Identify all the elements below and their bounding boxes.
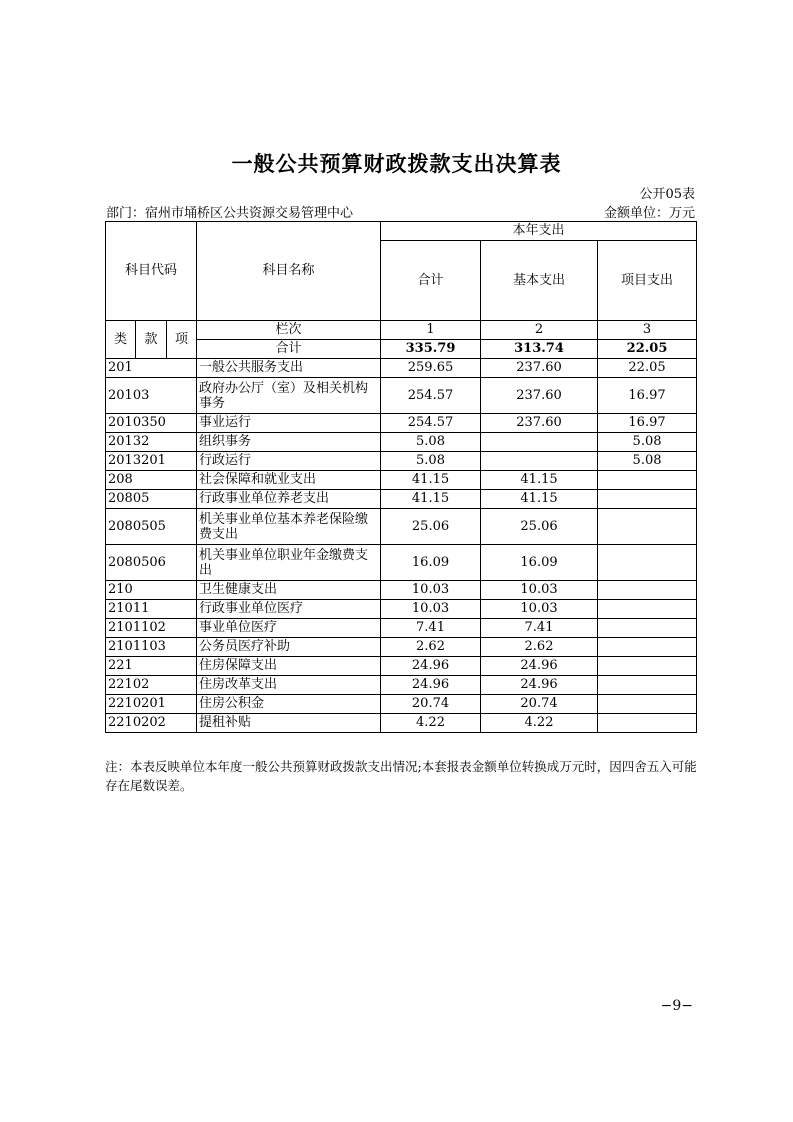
header-total: 合计 bbox=[381, 241, 481, 321]
row-basic bbox=[481, 433, 598, 452]
row-project bbox=[598, 695, 697, 714]
header-col-3: 3 bbox=[598, 321, 697, 340]
row-code: 20103 bbox=[106, 378, 197, 414]
row-name: 行政运行 bbox=[197, 452, 381, 471]
table-row bbox=[106, 714, 697, 733]
totals-label: 合计 bbox=[197, 340, 381, 359]
department-label: 部门：宿州市埇桥区公共资源交易管理中心 bbox=[106, 206, 354, 221]
row-code: 2080505 bbox=[106, 509, 197, 545]
row-code: 2210202 bbox=[106, 714, 197, 733]
row-basic: 41.15 bbox=[481, 490, 598, 509]
row-code: 201 bbox=[106, 359, 197, 378]
row-total: 41.15 bbox=[381, 471, 481, 490]
row-basic bbox=[481, 452, 598, 471]
row-project bbox=[598, 545, 697, 581]
row-total: 24.96 bbox=[381, 676, 481, 695]
header-project: 项目支出 bbox=[598, 241, 697, 321]
table-row bbox=[106, 433, 697, 452]
page-title: 一般公共预算财政拨款支出决算表 bbox=[231, 152, 562, 176]
header-xiang: 项 bbox=[167, 321, 197, 359]
table-row bbox=[106, 676, 697, 695]
row-project bbox=[598, 676, 697, 695]
row-code: 22102 bbox=[106, 676, 197, 695]
row-basic: 24.96 bbox=[481, 657, 598, 676]
row-project bbox=[598, 490, 697, 509]
table-row bbox=[106, 509, 697, 545]
row-basic: 24.96 bbox=[481, 676, 598, 695]
row-basic: 237.60 bbox=[481, 414, 598, 433]
table-row bbox=[106, 619, 697, 638]
row-name: 社会保障和就业支出 bbox=[197, 471, 381, 490]
row-basic: 7.41 bbox=[481, 619, 598, 638]
row-basic: 10.03 bbox=[481, 600, 598, 619]
row-total: 24.96 bbox=[381, 657, 481, 676]
row-total: 254.57 bbox=[381, 378, 481, 414]
expenditure-table bbox=[105, 221, 697, 733]
row-total: 10.03 bbox=[381, 581, 481, 600]
row-name: 事业单位医疗 bbox=[197, 619, 381, 638]
row-project bbox=[598, 714, 697, 733]
row-project: 16.97 bbox=[598, 378, 697, 414]
row-name: 组织事务 bbox=[197, 433, 381, 452]
row-total: 259.65 bbox=[381, 359, 481, 378]
row-total: 5.08 bbox=[381, 452, 481, 471]
header-column-no: 栏次 bbox=[197, 321, 381, 340]
row-total: 5.08 bbox=[381, 433, 481, 452]
row-code: 20132 bbox=[106, 433, 197, 452]
row-code: 221 bbox=[106, 657, 197, 676]
row-code: 210 bbox=[106, 581, 197, 600]
row-total: 41.15 bbox=[381, 490, 481, 509]
row-total: 25.06 bbox=[381, 509, 481, 545]
row-project bbox=[598, 600, 697, 619]
row-project bbox=[598, 638, 697, 657]
row-code: 2210201 bbox=[106, 695, 197, 714]
table-row bbox=[106, 359, 697, 378]
row-project bbox=[598, 509, 697, 545]
row-basic: 237.60 bbox=[481, 359, 598, 378]
row-name: 一般公共服务支出 bbox=[197, 359, 381, 378]
table-row bbox=[106, 471, 697, 490]
row-basic: 16.09 bbox=[481, 545, 598, 581]
row-basic: 4.22 bbox=[481, 714, 598, 733]
row-project: 5.08 bbox=[598, 452, 697, 471]
row-name: 住房保障支出 bbox=[197, 657, 381, 676]
row-total: 10.03 bbox=[381, 600, 481, 619]
header-col-2: 2 bbox=[481, 321, 598, 340]
header-col-1: 1 bbox=[381, 321, 481, 340]
header-kuan: 款 bbox=[136, 321, 167, 359]
header-subject-name: 科目名称 bbox=[197, 222, 381, 321]
header-current-year: 本年支出 bbox=[381, 222, 697, 241]
row-name: 机关事业单位基本养老保险缴费支出 bbox=[197, 509, 381, 545]
row-code: 21011 bbox=[106, 600, 197, 619]
row-code: 2101103 bbox=[106, 638, 197, 657]
row-name: 住房改革支出 bbox=[197, 676, 381, 695]
row-project bbox=[598, 471, 697, 490]
table-row bbox=[106, 490, 697, 509]
footnote: 注：本表反映单位本年度一般公共预算财政拨款支出情况;本套报表金额单位转换成万元时，因四舍五入可能存在尾数误差。 bbox=[105, 759, 697, 793]
row-code: 20805 bbox=[106, 490, 197, 509]
table-row bbox=[106, 545, 697, 581]
row-total: 2.62 bbox=[381, 638, 481, 657]
row-name: 提租补贴 bbox=[197, 714, 381, 733]
table-row bbox=[106, 600, 697, 619]
row-basic: 10.03 bbox=[481, 581, 598, 600]
table-row bbox=[106, 638, 697, 657]
row-project bbox=[598, 619, 697, 638]
row-project bbox=[598, 581, 697, 600]
table-row bbox=[106, 378, 697, 414]
row-name: 卫生健康支出 bbox=[197, 581, 381, 600]
row-project: 5.08 bbox=[598, 433, 697, 452]
row-project bbox=[598, 657, 697, 676]
header-subject-code: 科目代码 bbox=[106, 222, 197, 321]
row-basic: 41.15 bbox=[481, 471, 598, 490]
page-number: −9− bbox=[660, 998, 693, 1014]
row-code: 2101102 bbox=[106, 619, 197, 638]
row-code: 2080506 bbox=[106, 545, 197, 581]
row-basic: 2.62 bbox=[481, 638, 598, 657]
table-row bbox=[106, 657, 697, 676]
row-basic: 237.60 bbox=[481, 378, 598, 414]
row-basic: 25.06 bbox=[481, 509, 598, 545]
row-code: 208 bbox=[106, 471, 197, 490]
totals-total: 335.79 bbox=[381, 340, 481, 359]
row-code: 2010350 bbox=[106, 414, 197, 433]
table-row bbox=[106, 581, 697, 600]
row-code: 2013201 bbox=[106, 452, 197, 471]
header-basic: 基本支出 bbox=[481, 241, 598, 321]
row-total: 20.74 bbox=[381, 695, 481, 714]
row-name: 行政事业单位养老支出 bbox=[197, 490, 381, 509]
row-name: 行政事业单位医疗 bbox=[197, 600, 381, 619]
row-name: 公务员医疗补助 bbox=[197, 638, 381, 657]
row-basic: 20.74 bbox=[481, 695, 598, 714]
form-number: 公开05表 bbox=[639, 187, 695, 202]
amount-unit-label: 金额单位：万元 bbox=[603, 206, 695, 221]
row-project: 22.05 bbox=[598, 359, 697, 378]
row-total: 16.09 bbox=[381, 545, 481, 581]
row-name: 政府办公厅（室）及相关机构事务 bbox=[197, 378, 381, 414]
header-lei: 类 bbox=[106, 321, 136, 359]
table-row bbox=[106, 414, 697, 433]
row-total: 254.57 bbox=[381, 414, 481, 433]
row-project: 16.97 bbox=[598, 414, 697, 433]
row-total: 7.41 bbox=[381, 619, 481, 638]
row-name: 机关事业单位职业年金缴费支出 bbox=[197, 545, 381, 581]
row-name: 事业运行 bbox=[197, 414, 381, 433]
totals-project: 22.05 bbox=[598, 340, 697, 359]
row-name: 住房公积金 bbox=[197, 695, 381, 714]
table-row bbox=[106, 452, 697, 471]
table-row bbox=[106, 695, 697, 714]
totals-basic: 313.74 bbox=[481, 340, 598, 359]
row-total: 4.22 bbox=[381, 714, 481, 733]
